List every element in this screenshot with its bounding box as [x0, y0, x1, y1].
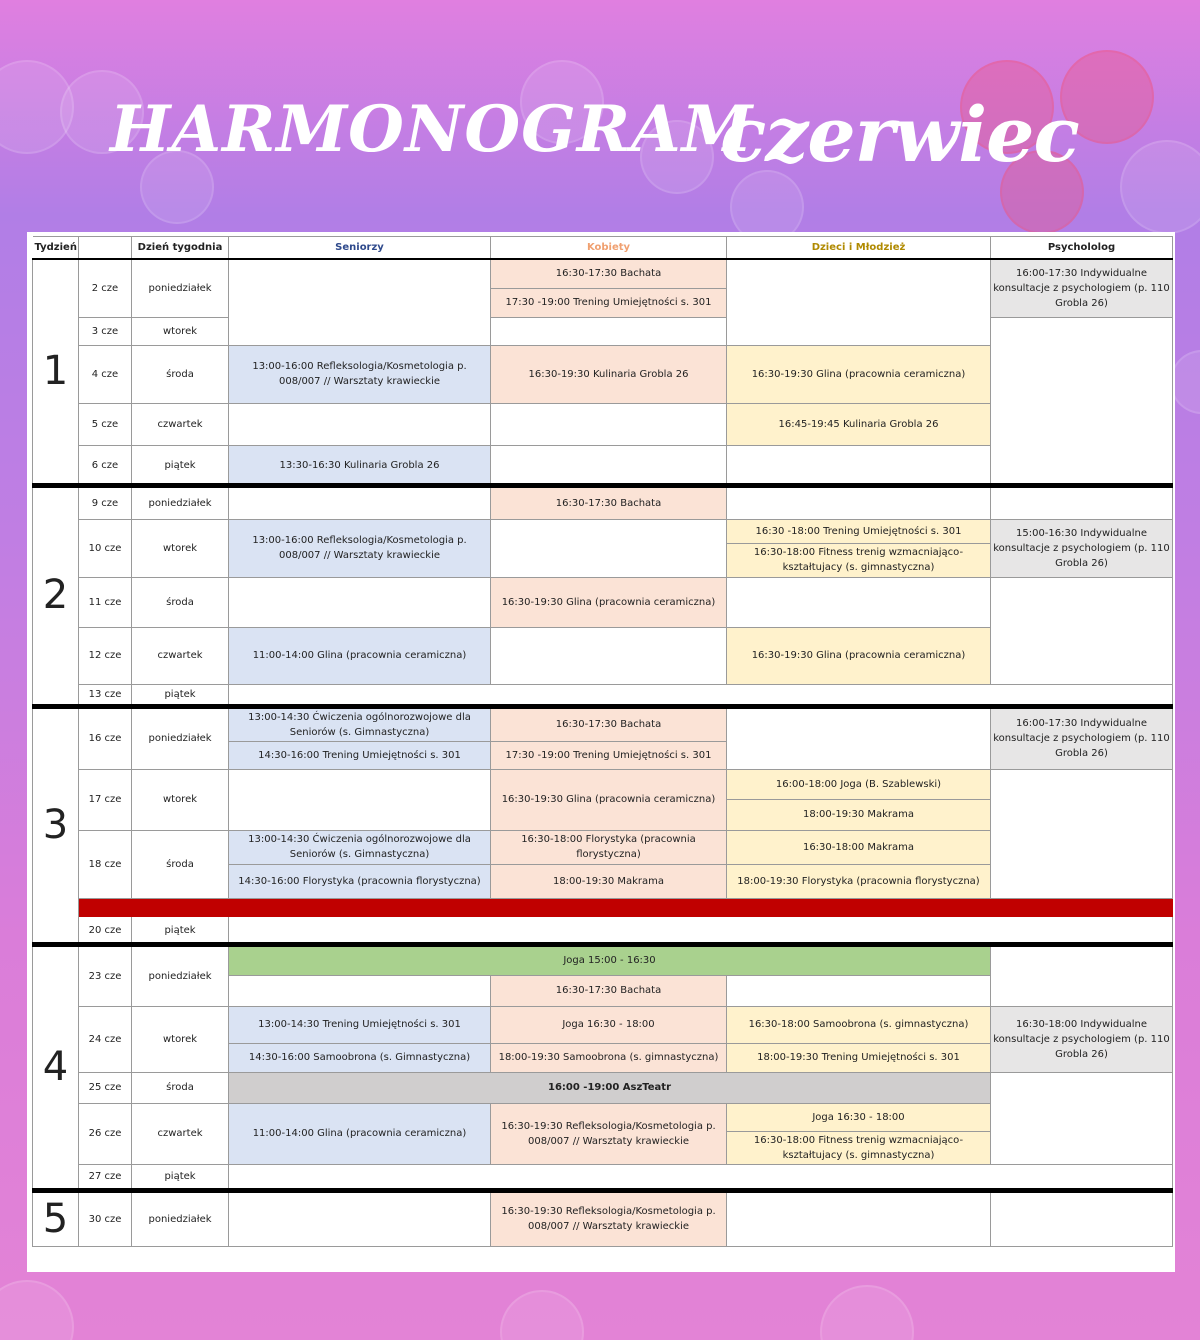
event-cell: 16:30-17:30 Bachata [491, 975, 727, 1006]
event-cell: 16:30-18:00 Samoobrona (s. gimnastyczna) [727, 1006, 991, 1043]
event-cell: 11:00-14:00 Glina (pracownia ceramiczna) [229, 627, 491, 684]
event-cell: 16:30-18:00 Fitness trenig wzmacniająco-kształtujacy (s. gimnastyczna) [727, 543, 991, 577]
header-seniorzy: Seniorzy [229, 237, 491, 260]
event-cell: 16:30-19:30 Refleksologia/Kosmetologia p. 008/007 // Warsztaty krawieckie [491, 1190, 727, 1246]
empty-cell [229, 916, 1173, 944]
empty-cell [229, 1164, 1173, 1190]
week-number: 4 [33, 944, 79, 1190]
date-cell: 3 cze [79, 317, 132, 345]
empty-cell [727, 706, 991, 769]
date-cell: 4 cze [79, 345, 132, 403]
event-cell: Joga 16:30 - 18:00 [491, 1006, 727, 1043]
event-cell: 16:30-18:00 Florystyka (pracownia florystyczna) [491, 830, 727, 864]
empty-cell [991, 769, 1173, 898]
month-title: czerwiec [720, 90, 1079, 179]
event-cell: 13:00-14:30 Ćwiczenia ogólnorozwojowe dla Seniorów (s. Gimnastyczna) [229, 830, 491, 864]
day-cell: środa [132, 830, 229, 898]
event-cell: Joga 15:00 - 16:30 [229, 944, 991, 975]
empty-cell [229, 684, 1173, 706]
week-number: 3 [33, 706, 79, 944]
event-cell: 16:30-19:30 Glina (pracownia ceramiczna) [727, 627, 991, 684]
date-cell: 18 cze [79, 830, 132, 898]
day-cell: czwartek [132, 1103, 229, 1164]
day-cell: poniedziałek [132, 706, 229, 769]
page-title: HARMONOGRAM [110, 92, 754, 167]
empty-cell [491, 445, 727, 485]
event-cell: 13:00-14:30 Ćwiczenia ogólnorozwojowe dla Seniorów (s. Gimnastyczna) [229, 706, 491, 741]
day-cell: piątek [132, 916, 229, 944]
empty-cell [727, 445, 991, 485]
event-cell: 13:00-14:30 Trening Umiejętności s. 301 [229, 1006, 491, 1043]
holiday-date-cell: 19 cze [79, 898, 132, 916]
day-cell: poniedziałek [132, 944, 229, 1006]
empty-cell [491, 403, 727, 445]
event-cell: 16:30-18:00 Fitness trenig wzmacniająco-kształtujacy (s. gimnastyczna) [727, 1131, 991, 1164]
date-cell: 17 cze [79, 769, 132, 830]
date-cell: 9 cze [79, 485, 132, 519]
event-cell: 14:30-16:00 Florystyka (pracownia florystyczna) [229, 864, 491, 898]
event-cell: 17:30 -19:00 Trening Umiejętności s. 301 [491, 741, 727, 769]
header-week: Tydzień [33, 237, 79, 260]
date-cell: 25 cze [79, 1072, 132, 1103]
event-cell: 16:30-17:30 Bachata [491, 706, 727, 741]
event-cell: 16:00-18:00 Joga (B. Szablewski) [727, 769, 991, 799]
day-cell: wtorek [132, 519, 229, 577]
empty-cell [727, 975, 991, 1006]
day-cell: poniedziałek [132, 259, 229, 317]
psycholog-cell: 16:00-17:30 Indywidualne konsultacje z psychologiem (p. 110 Grobla 26) [991, 259, 1173, 317]
day-cell: wtorek [132, 769, 229, 830]
event-cell: 11:00-14:00 Glina (pracownia ceramiczna) [229, 1103, 491, 1164]
event-cell: 13:30-16:30 Kulinaria Grobla 26 [229, 445, 491, 485]
empty-cell [229, 403, 491, 445]
holiday-bar [229, 898, 1173, 916]
header-kobiety: Kobiety [491, 237, 727, 260]
event-cell: 16:30-19:30 Glina (pracownia ceramiczna) [491, 577, 727, 627]
event-cell: 16:30 -18:00 Trening Umiejętności s. 301 [727, 519, 991, 543]
date-cell: 20 cze [79, 916, 132, 944]
date-cell: 26 cze [79, 1103, 132, 1164]
date-cell: 2 cze [79, 259, 132, 317]
date-cell: 12 cze [79, 627, 132, 684]
day-cell: wtorek [132, 317, 229, 345]
empty-cell [229, 577, 491, 627]
empty-cell [491, 317, 727, 345]
empty-cell [991, 944, 1173, 1006]
event-cell: 14:30-16:00 Trening Umiejętności s. 301 [229, 741, 491, 769]
event-cell: 13:00-16:00 Refleksologia/Kosmetologia p. 008/007 // Warsztaty krawieckie [229, 519, 491, 577]
week-number: 5 [33, 1190, 79, 1246]
empty-cell [229, 975, 491, 1006]
event-cell: 16:45-19:45 Kulinaria Grobla 26 [727, 403, 991, 445]
empty-cell [991, 1190, 1173, 1246]
header-day: Dzień tygodnia [132, 237, 229, 260]
event-cell: 16:30-17:30 Bachata [491, 485, 727, 519]
event-cell: 16:30-19:30 Glina (pracownia ceramiczna) [727, 345, 991, 403]
event-cell: 18:00-19:30 Makrama [727, 799, 991, 830]
event-cell: 13:00-16:00 Refleksologia/Kosmetologia p. 008/007 // Warsztaty krawieckie [229, 345, 491, 403]
header-dzieci: Dzieci i Młodzież [727, 237, 991, 260]
schedule-table [32, 236, 1173, 1247]
empty-cell [491, 627, 727, 684]
empty-cell [727, 259, 991, 345]
date-cell: 30 cze [79, 1190, 132, 1246]
event-cell: 14:30-16:00 Samoobrona (s. Gimnastyczna) [229, 1043, 491, 1072]
event-cell: 18:00-19:30 Florystyka (pracownia florystyczna) [727, 864, 991, 898]
event-cell: 18:00-19:30 Samoobrona (s. gimnastyczna) [491, 1043, 727, 1072]
date-cell: 6 cze [79, 445, 132, 485]
date-cell: 24 cze [79, 1006, 132, 1072]
empty-cell [229, 259, 491, 345]
empty-cell [727, 577, 991, 627]
empty-cell [991, 1072, 1173, 1164]
event-cell: 16:30-17:30 Bachata [491, 259, 727, 288]
day-cell: piątek [132, 684, 229, 706]
empty-cell [991, 317, 1173, 485]
day-cell: piątek [132, 445, 229, 485]
event-cell: 18:00-19:30 Makrama [491, 864, 727, 898]
week-number: 2 [33, 485, 79, 706]
week-number: 1 [33, 259, 79, 485]
day-cell: piątek [132, 1164, 229, 1190]
day-cell: środa [132, 577, 229, 627]
header-psycholog: Psychololog [991, 237, 1173, 260]
date-cell: 5 cze [79, 403, 132, 445]
empty-cell [727, 485, 991, 519]
date-cell: 11 cze [79, 577, 132, 627]
date-cell: 10 cze [79, 519, 132, 577]
day-cell: poniedziałek [132, 1190, 229, 1246]
empty-cell [229, 1190, 491, 1246]
date-cell: 27 cze [79, 1164, 132, 1190]
header-date [79, 237, 132, 260]
psycholog-cell: 16:30-18:00 Indywidualne konsultacje z psychologiem (p. 110 Grobla 26) [991, 1006, 1173, 1072]
event-cell: 16:30-18:00 Makrama [727, 830, 991, 864]
day-cell: środa [132, 1072, 229, 1103]
date-cell: 23 cze [79, 944, 132, 1006]
event-cell: 16:30-19:30 Kulinaria Grobla 26 [491, 345, 727, 403]
day-cell: poniedziałek [132, 485, 229, 519]
psycholog-cell: 16:00-17:30 Indywidualne konsultacje z psychologiem (p. 110 Grobla 26) [991, 706, 1173, 769]
empty-cell [229, 769, 491, 830]
empty-cell [991, 485, 1173, 519]
empty-cell [491, 519, 727, 577]
day-cell: środa [132, 345, 229, 403]
event-cell: 17:30 -19:00 Trening Umiejętności s. 301 [491, 288, 727, 317]
event-cell: Joga 16:30 - 18:00 [727, 1103, 991, 1131]
event-cell: 16:30-19:30 Refleksologia/Kosmetologia p. 008/007 // Warsztaty krawieckie [491, 1103, 727, 1164]
day-cell: czwartek [132, 627, 229, 684]
day-cell: wtorek [132, 1006, 229, 1072]
event-cell: 16:30-19:30 Glina (pracownia ceramiczna) [491, 769, 727, 830]
empty-cell [727, 1190, 991, 1246]
psycholog-cell: 15:00-16:30 Indywidualne konsultacje z psychologiem (p. 110 Grobla 26) [991, 519, 1173, 577]
holiday-day-cell: czwartek [132, 898, 229, 916]
event-cell: 16:00 -19:00 AszTeatr [229, 1072, 991, 1103]
empty-cell [991, 577, 1173, 684]
date-cell: 13 cze [79, 684, 132, 706]
date-cell: 16 cze [79, 706, 132, 769]
day-cell: czwartek [132, 403, 229, 445]
empty-cell [229, 485, 491, 519]
event-cell: 18:00-19:30 Trening Umiejętności s. 301 [727, 1043, 991, 1072]
